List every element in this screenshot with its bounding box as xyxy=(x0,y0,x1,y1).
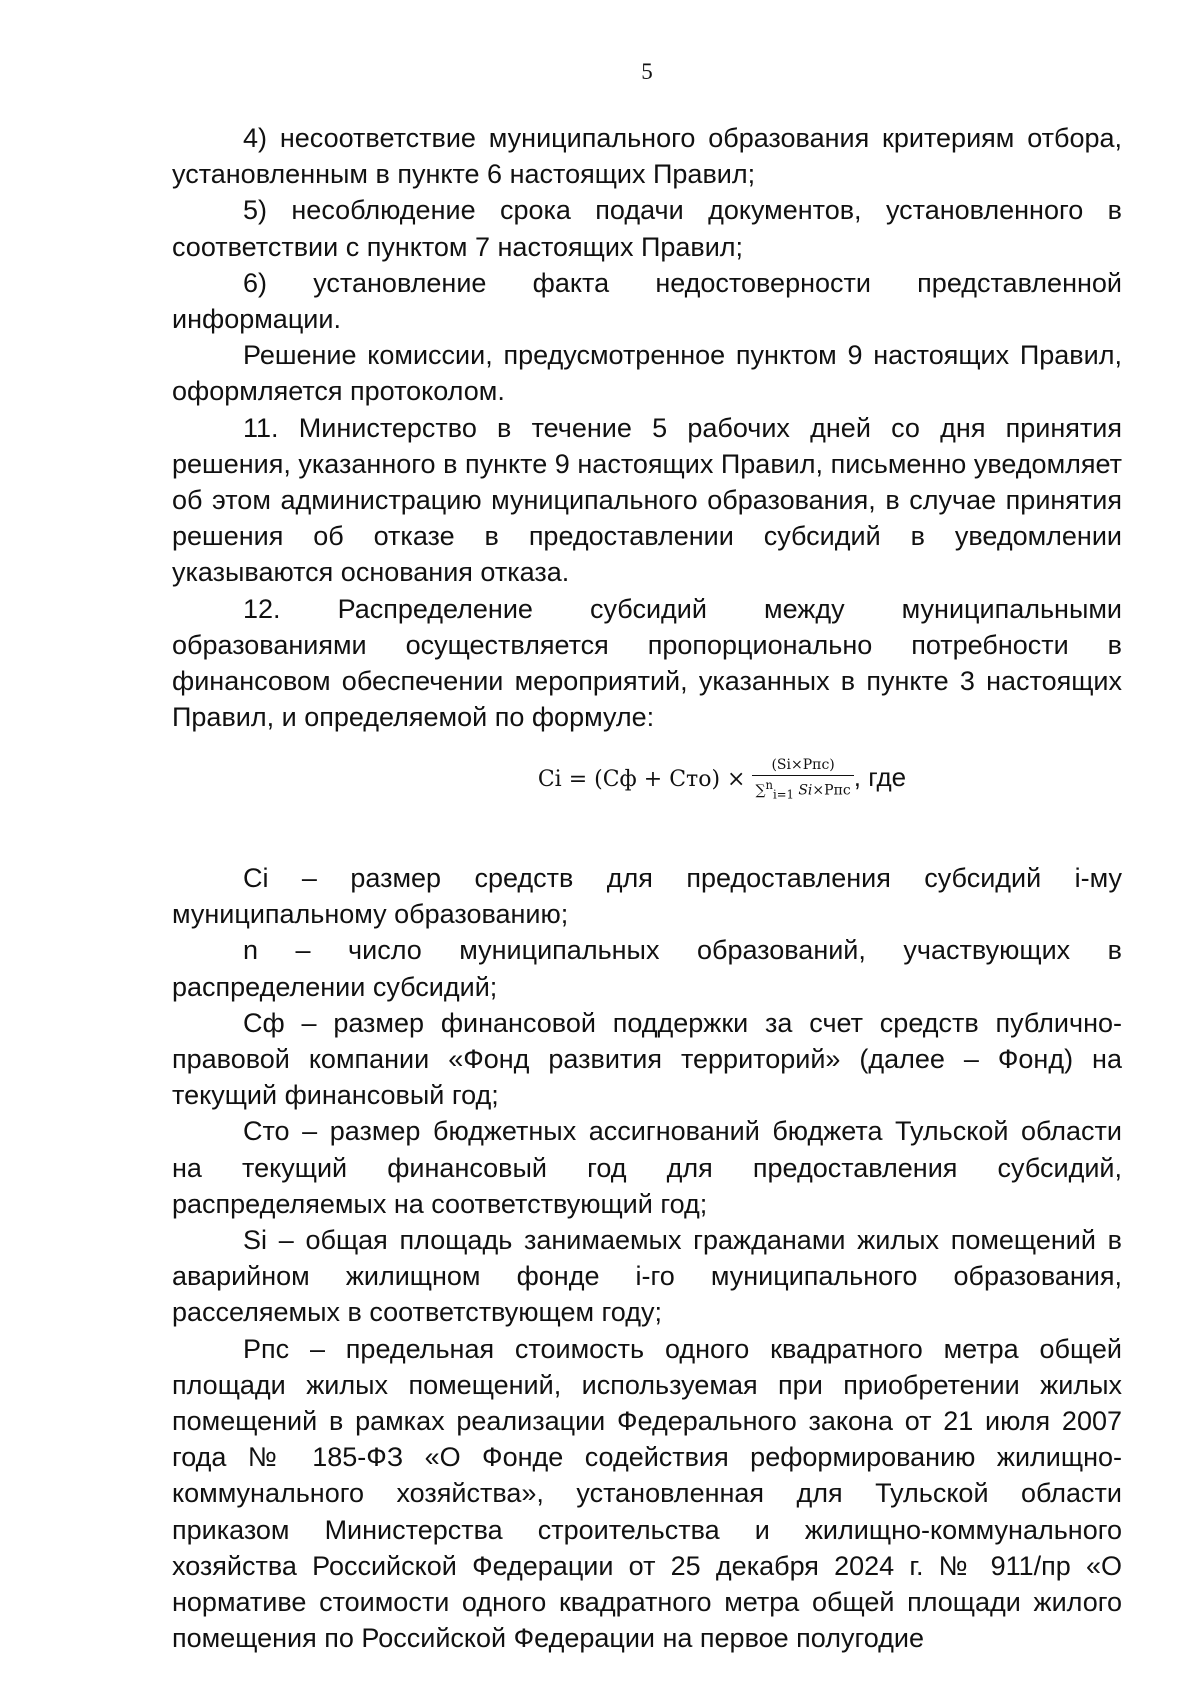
page-number: 5 xyxy=(641,59,653,84)
formula-fraction xyxy=(752,757,853,803)
clause-11-paragraph: 11. Министерство в течение 5 рабочих дней со дня принятия решения, указанного в пункте 9 настоящих Правил, письменно уведомляет об этом администрацию муниципального образования, в случае принятия решения об отказе в предоставлении субсидий в уведомлении указываются основания отказа. xyxy=(172,412,1122,588)
sum-lower-limit: i=1 xyxy=(772,787,794,802)
commission-decision-paragraph: Решение комиссии, предусмотренное пунктом 9 настоящих Правил, оформляется протоколом. xyxy=(172,340,1122,407)
sum-term: Si xyxy=(798,783,813,800)
sum-symbol: ∑ xyxy=(755,783,766,800)
sum-term-rest: ×Pпс xyxy=(812,783,851,800)
clause-12-paragraph: 12. Распределение субсидий между муниципальными образованиями осуществляется пропорционально потребности в финансовом обеспечении мероприятий, указанных в пункте 3 настоящих Правил, и определяемой по формуле: xyxy=(172,593,1122,733)
definition-ci: Ci – размер средств для предоставления субсидий i-му муниципальному образованию; xyxy=(172,862,1122,930)
document-page xyxy=(172,52,1122,1656)
formula-numerator: (Si×Pпс) xyxy=(752,757,853,776)
distribution-formula xyxy=(172,757,1122,803)
list-item-4: 4) несоответствие муниципального образования критериям отбора, установленным в пункте 6 настоящих Правил; xyxy=(172,123,1122,190)
definition-si: Si – общая площадь занимаемых гражданами жилых помещений в аварийном жилищном фонде i-го муниципального образования, расселяемых в соответствующем году; xyxy=(172,1224,1122,1328)
formula-tail: , где xyxy=(853,762,907,793)
formula-denominator xyxy=(752,776,853,803)
formula-lhs: Ci = (Сф + Сто) × xyxy=(537,767,746,793)
list-item-5: 5) несоблюдение срока подачи документов, установленного в соответствии с пунктом 7 настоящих Правил; xyxy=(172,195,1122,262)
definition-n: n – число муниципальных образований, участвующих в распределении субсидий; xyxy=(172,935,1122,1002)
definition-rps: Рпс – предельная стоимость одного квадратного метра общей площади жилых помещений, используемая при приобретении жилых помещений в рамках реализации Федерального закона от 21 июля 2007 года № 185-ФЗ «О Фонде содействия реформированию жилищно-коммунального хозяйства», установленная для Тульской области приказом Министерства строительства и жилищно-коммунального хозяйства Российской Федерации от 25 декабря 2024 г. № 911/пр «О нормативе стоимости одного квадратного метра общей площади жилого помещения по Российской Федерации на первое полугодие xyxy=(172,1333,1122,1654)
list-item-6: 6) установление факта недостоверности представленной информации. xyxy=(172,267,1122,335)
definition-sf: Сф – размер финансовой поддержки за счет средств публично-правовой компании «Фонд развития территорий» (далее – Фонд) на текущий финансовый год; xyxy=(172,1007,1122,1111)
definition-sto: Сто – размер бюджетных ассигнований бюджета Тульской области на текущий финансовый год для предоставления субсидий, распределяемых на соответствующий год; xyxy=(172,1116,1122,1219)
sum-upper-limit: n xyxy=(765,778,773,793)
